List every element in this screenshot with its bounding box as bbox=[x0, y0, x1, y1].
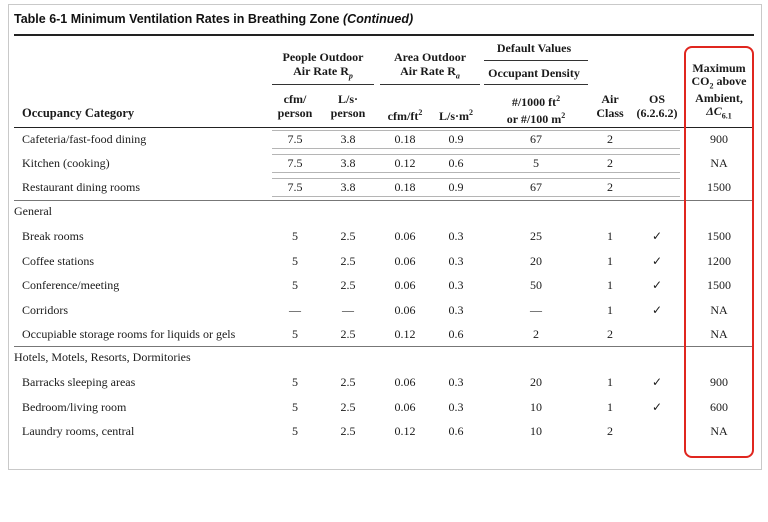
header-rule bbox=[14, 127, 754, 128]
cell-air-class: 2 bbox=[607, 132, 613, 146]
cell-air-class: 1 bbox=[607, 375, 613, 389]
cell-air-class: 2 bbox=[607, 327, 613, 341]
caption-title: Table 6-1 Minimum Ventilation Rates in Breathing Zone bbox=[14, 12, 340, 26]
cell-air-class: 2 bbox=[607, 424, 613, 438]
table-row bbox=[0, 400, 768, 422]
people-rate-rule bbox=[272, 84, 374, 85]
cell-ls-m2: 0.3 bbox=[448, 399, 464, 414]
cfm-person-header: cfm/ person bbox=[277, 92, 313, 120]
section-general: General bbox=[14, 204, 52, 218]
os-header: OS (6.2.6.2) bbox=[636, 92, 678, 120]
cell-co2: 1500 bbox=[707, 229, 731, 243]
people-outdoor-header bbox=[268, 50, 378, 83]
cfm-ft2-header: cfm/$ft^2$ bbox=[387, 108, 423, 123]
occupancy-name: Barracks sleeping areas bbox=[22, 375, 136, 389]
cell-cfm-ft2: 0.12 bbox=[394, 424, 416, 438]
area-outdoor-label: Area Outdoor bbox=[393, 50, 467, 64]
check-icon: ✓ bbox=[651, 399, 663, 414]
cell-ls-m2: 0.6 bbox=[448, 156, 464, 170]
max-co2-header: Maximum $CO_2$ above Ambient, $\Delta C_{6.1}$ bbox=[691, 61, 747, 121]
cell-air-class: 1 bbox=[607, 278, 613, 292]
table-row bbox=[0, 375, 768, 397]
cell-ls-person: 2.5 bbox=[340, 229, 356, 243]
cell-co2: NA bbox=[710, 302, 728, 317]
cell-cfm-person: 7.5 bbox=[287, 180, 303, 194]
area-rate-rule bbox=[380, 84, 480, 85]
cell-cfm-person: 5 bbox=[292, 229, 298, 243]
cell-ls-m2: 0.9 bbox=[448, 180, 464, 194]
cell-ls-person: 3.8 bbox=[340, 156, 356, 170]
cell-air-class: 2 bbox=[607, 156, 613, 170]
cell-co2: 1200 bbox=[707, 253, 731, 268]
cell-cfm-person: 5 bbox=[292, 278, 298, 292]
cell-ls-person: 2.5 bbox=[340, 327, 356, 341]
section-rule-hotels bbox=[14, 346, 754, 347]
occupancy-name: Restaurant dining rooms bbox=[22, 180, 140, 194]
cell-cfm-ft2: 0.06 bbox=[394, 375, 416, 389]
cell-cfm-person: 5 bbox=[292, 327, 298, 341]
table-row bbox=[0, 156, 768, 178]
check-icon: ✓ bbox=[651, 253, 663, 268]
cell-cfm-ft2: 0.18 bbox=[394, 132, 416, 146]
table-row bbox=[0, 229, 768, 251]
cell-cfm-ft2: 0.18 bbox=[394, 180, 416, 194]
cell-cfm-ft2: 0.06 bbox=[394, 302, 416, 317]
table-row bbox=[0, 132, 768, 154]
people-rate-label: Air Rate $R_p$ bbox=[293, 64, 353, 81]
cell-cfm-ft2: 0.06 bbox=[394, 229, 416, 243]
cell-density: 25 bbox=[530, 229, 542, 243]
cell-density: 2 bbox=[533, 327, 539, 341]
cell-air-class: 2 bbox=[607, 180, 613, 194]
table-row bbox=[0, 303, 768, 325]
cell-ls-person: 2.5 bbox=[340, 375, 356, 389]
cell-density: — bbox=[530, 302, 542, 317]
cell-cfm-person: 5 bbox=[292, 424, 298, 438]
default-values-rule bbox=[484, 60, 588, 61]
cell-air-class: 1 bbox=[607, 229, 613, 243]
cell-ls-person: 2.5 bbox=[340, 278, 356, 292]
cell-ls-m2: 0.3 bbox=[448, 253, 464, 268]
people-outdoor-label: People Outdoor bbox=[282, 50, 364, 64]
cell-co2: 1500 bbox=[707, 180, 731, 194]
cell-density: 67 bbox=[530, 180, 542, 194]
check-icon: ✓ bbox=[651, 302, 663, 317]
default-values-header: Default Values bbox=[496, 41, 572, 55]
caption-suffix: (Continued) bbox=[343, 12, 414, 26]
cell-co2: NA bbox=[710, 327, 728, 341]
ls-m2-header: $L/s\cdot m^2$ bbox=[438, 108, 473, 123]
cell-ls-person: 3.8 bbox=[340, 132, 356, 146]
cell-cfm-ft2: 0.06 bbox=[394, 278, 416, 292]
check-icon: ✓ bbox=[651, 375, 663, 389]
cell-ls-m2: 0.3 bbox=[448, 229, 464, 243]
table-row bbox=[0, 254, 768, 276]
occupancy-name: Occupiable storage rooms for liquids or gels bbox=[22, 327, 236, 341]
co2-highlight-box bbox=[684, 46, 754, 458]
cell-density: 5 bbox=[533, 156, 539, 170]
section-rule-general bbox=[14, 200, 754, 201]
cell-cfm-ft2: 0.06 bbox=[394, 399, 416, 414]
cell-ls-person: 2.5 bbox=[340, 424, 356, 438]
section-hotels: Hotels, Motels, Resorts, Dormitories bbox=[14, 350, 191, 364]
cell-density: 67 bbox=[530, 132, 542, 146]
ls-person-header: L/s· person bbox=[330, 92, 366, 120]
cell-co2: 900 bbox=[710, 375, 728, 389]
cell-ls-m2: 0.9 bbox=[448, 132, 464, 146]
cell-cfm-ft2: 0.12 bbox=[394, 156, 416, 170]
air-class-header: Air Class bbox=[596, 92, 624, 120]
cell-density: 10 bbox=[530, 399, 542, 414]
cell-density: 10 bbox=[530, 424, 542, 438]
check-icon: ✓ bbox=[651, 229, 663, 243]
occupancy-name: Corridors bbox=[22, 302, 68, 317]
cell-cfm-person: 5 bbox=[292, 399, 298, 414]
cell-ls-person: 2.5 bbox=[340, 399, 356, 414]
cell-cfm-ft2: 0.06 bbox=[394, 253, 416, 268]
cell-ls-person: — bbox=[342, 302, 354, 317]
occupancy-name: Cafeteria/fast-food dining bbox=[22, 132, 147, 146]
cell-co2: 600 bbox=[710, 399, 728, 414]
area-outdoor-header bbox=[380, 50, 480, 83]
cell-cfm-person: 7.5 bbox=[287, 156, 303, 170]
check-icon: ✓ bbox=[651, 278, 663, 292]
occupancy-name: Bedroom/living room bbox=[22, 399, 127, 414]
occupancy-category-header: Occupancy Category bbox=[22, 106, 135, 120]
cell-co2: 1500 bbox=[707, 278, 731, 292]
cell-ls-m2: 0.6 bbox=[448, 327, 464, 341]
cell-co2: NA bbox=[710, 424, 728, 438]
cell-density: 20 bbox=[530, 253, 542, 268]
cell-density: 20 bbox=[530, 375, 542, 389]
occupancy-name: Conference/meeting bbox=[22, 278, 120, 292]
area-rate-label: Air Rate $R_a$ bbox=[400, 64, 460, 81]
cell-air-class: 1 bbox=[607, 399, 613, 414]
cell-air-class: 1 bbox=[607, 302, 613, 317]
cell-air-class: 1 bbox=[607, 253, 613, 268]
occupant-density-header: Occupant Density bbox=[488, 66, 580, 80]
table-row bbox=[0, 180, 768, 202]
cell-ls-m2: 0.3 bbox=[448, 278, 464, 292]
top-rule bbox=[14, 34, 754, 36]
table-caption bbox=[14, 12, 413, 26]
cell-cfm-person: — bbox=[289, 302, 301, 317]
density-rule bbox=[484, 84, 588, 85]
occupancy-name: Kitchen (cooking) bbox=[22, 156, 110, 170]
cell-ls-person: 2.5 bbox=[340, 253, 356, 268]
cell-cfm-person: 5 bbox=[292, 253, 298, 268]
cell-density: 50 bbox=[530, 278, 542, 292]
cell-ls-m2: 0.3 bbox=[448, 302, 464, 317]
cell-ls-m2: 0.6 bbox=[448, 424, 464, 438]
table-row bbox=[0, 278, 768, 300]
occupancy-name: Coffee stations bbox=[22, 253, 95, 268]
occupancy-name: Break rooms bbox=[22, 229, 84, 243]
table-row bbox=[0, 424, 768, 446]
cell-ls-person: 3.8 bbox=[340, 180, 356, 194]
cell-cfm-person: 5 bbox=[292, 375, 298, 389]
density-unit-header: #/1000 $ft^2$ or #/100 $m^2$ bbox=[506, 94, 566, 126]
cell-ls-m2: 0.3 bbox=[448, 375, 464, 389]
cell-co2: 900 bbox=[710, 132, 728, 146]
occupancy-name: Laundry rooms, central bbox=[22, 424, 135, 438]
cell-cfm-ft2: 0.12 bbox=[394, 327, 416, 341]
cell-co2: NA bbox=[710, 156, 728, 170]
cell-cfm-person: 7.5 bbox=[287, 132, 303, 146]
